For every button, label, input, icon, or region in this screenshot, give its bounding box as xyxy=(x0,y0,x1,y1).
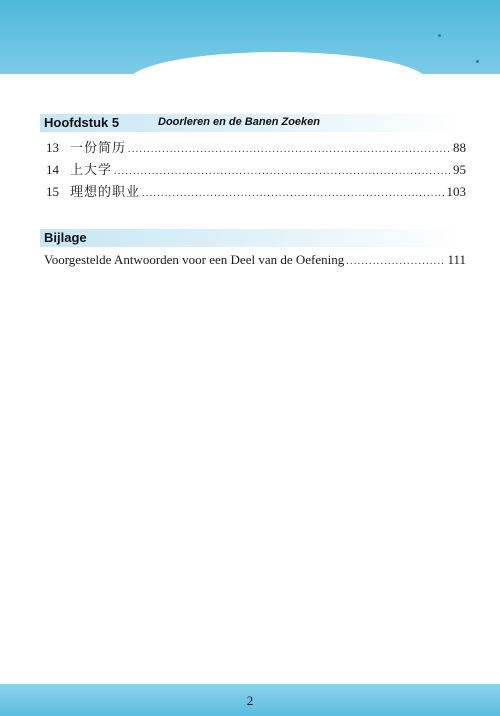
dot-leader xyxy=(114,166,451,177)
entry-page: 95 xyxy=(453,162,466,177)
entry-number: 13 xyxy=(46,140,59,155)
entry-page: 103 xyxy=(446,184,466,199)
entry-page: 111 xyxy=(447,252,466,267)
page-number: 2 xyxy=(246,693,254,708)
entry-title: 理想的职业 xyxy=(70,184,141,199)
entry-page: 88 xyxy=(453,140,466,155)
toc-entry[interactable] xyxy=(44,252,466,270)
chapter-label: Hoofdstuk 5 xyxy=(44,115,120,130)
banner-speck xyxy=(476,60,479,63)
entry-title: 上大学 xyxy=(70,162,113,177)
dot-leader xyxy=(346,256,445,267)
entry-title: 一份简历 xyxy=(70,140,127,155)
dot-leader xyxy=(142,188,444,199)
chapter-heading xyxy=(40,114,462,132)
dot-leader xyxy=(128,144,451,155)
top-banner xyxy=(0,0,500,74)
banner-arch xyxy=(128,52,428,74)
chapter-title: Doorleren en de Banen Zoeken xyxy=(158,116,320,128)
entry-number: 15 xyxy=(46,184,59,199)
appendix-label: Bijlage xyxy=(44,230,87,245)
entry-number: 14 xyxy=(46,162,59,177)
toc-entry[interactable] xyxy=(46,181,466,199)
toc-entry[interactable] xyxy=(46,159,466,177)
banner-speck xyxy=(438,34,441,37)
appendix-heading xyxy=(40,229,462,247)
entry-title: Voorgestelde Antwoorden voor een Deel van de Oefening xyxy=(44,252,345,267)
toc-entry[interactable] xyxy=(46,137,466,155)
